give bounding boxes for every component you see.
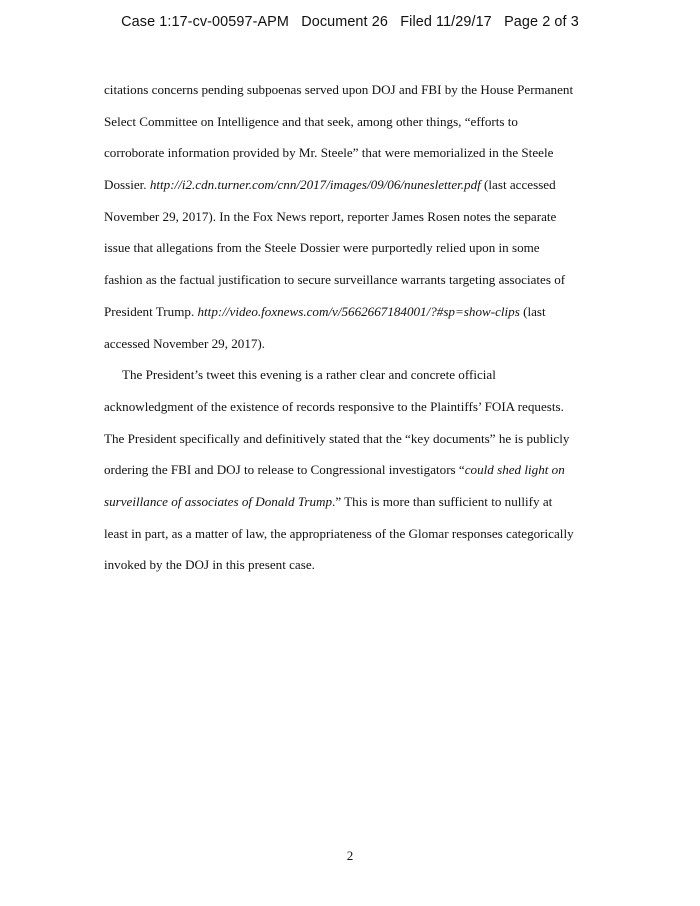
filed-date: Filed 11/29/17 [400, 14, 492, 30]
text-line: accessed November 29, 2017). [104, 335, 266, 351]
text-segment: (last accessed [480, 177, 556, 193]
text-line: Select Committee on Intelligence and that seek, among other things, “efforts to [104, 113, 518, 129]
body-text [104, 79, 624, 586]
text-segment: President Trump. [104, 303, 198, 319]
text-line: citations concerns pending subpoenas served upon DOJ and FBI by the House Permanent [104, 82, 574, 97]
text-line: November 29, 2017). In the Fox News report, reporter James Rosen notes the separate [104, 208, 557, 224]
text-segment: Dossier. [104, 177, 150, 193]
case-number: Case 1:17-cv-00597-APM [121, 14, 289, 30]
text-line: least in part, as a matter of law, the appropriateness of the Glomar responses categorically [104, 525, 574, 541]
text-line [104, 174, 624, 206]
case-header [0, 14, 700, 30]
paragraph-tweet [104, 364, 624, 586]
text-segment: .” This is more than sufficient to nullify at [332, 493, 553, 509]
text-line [104, 301, 624, 333]
document-number: Document 26 [301, 14, 388, 30]
quoted-text: could shed light on [464, 462, 565, 478]
foxnews-video-url[interactable]: http://video.foxnews.com/v/5662667184001/?#sp=show-clips [197, 303, 520, 319]
text-line [104, 491, 624, 523]
page-of: Page 2 of 3 [504, 14, 579, 30]
text-line: invoked by the DOJ in this present case. [104, 557, 315, 573]
text-segment: ordering the FBI and DOJ to release to Congressional investigators “ [104, 462, 465, 478]
text-line: The President specifically and definitively stated that the “key documents” he is publicly [104, 430, 570, 446]
text-line: fashion as the factual justification to secure surveillance warrants targeting associates of [104, 272, 566, 288]
quoted-text: surveillance of associates of Donald Trump [104, 493, 333, 509]
page-number: 2 [346, 848, 354, 863]
text-segment: (last [519, 303, 546, 319]
paragraph-continuation [104, 79, 624, 364]
text-line: acknowledgment of the existence of records responsive to the Plaintiffs’ FOIA requests. [104, 398, 564, 414]
text-line [104, 459, 624, 491]
text-line: The President’s tweet this evening is a rather clear and concrete official [122, 367, 496, 383]
cnn-letter-url[interactable]: http://i2.cdn.turner.com/cnn/2017/images/09/06/nunesletter.pdf [149, 177, 481, 193]
text-line: issue that allegations from the Steele Dossier were purportedly relied upon in some [104, 240, 540, 256]
text-line: corroborate information provided by Mr. Steele” that were memorialized in the Steele [104, 145, 554, 161]
